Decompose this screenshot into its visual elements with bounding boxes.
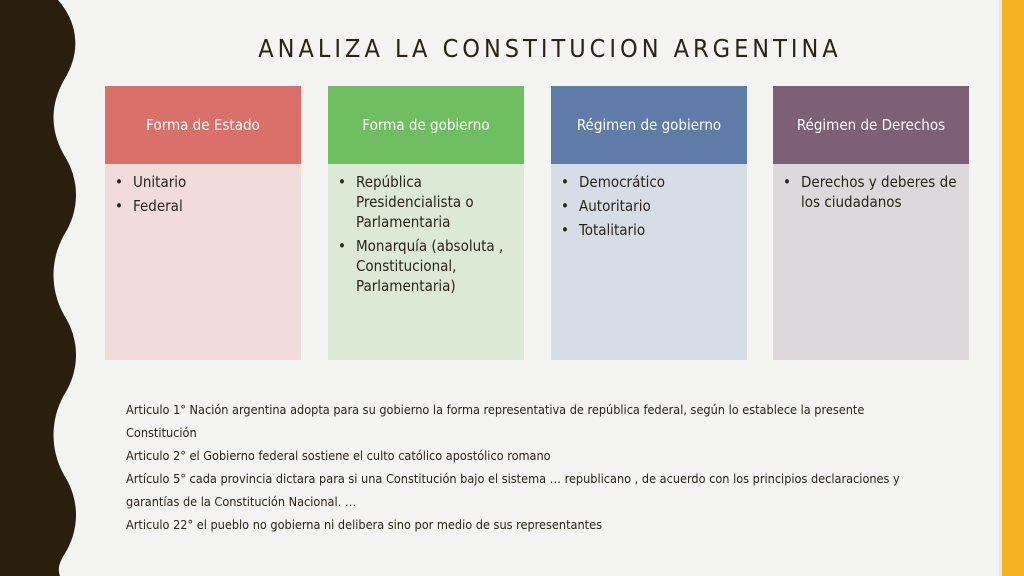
list-item: • Federal: [133, 196, 293, 216]
column-forma-de-gobierno: [328, 86, 524, 360]
list-item: • Monarquía (absoluta , Constitucional, Parlamentaria): [356, 236, 516, 296]
article-paragraph: Articulo 1° Nación argentina adopta para su gobierno la forma representativa de república federal, según lo establece la presente Constitución: [126, 402, 865, 440]
column-list: [781, 172, 961, 212]
column-body: [551, 164, 747, 360]
column-body: [328, 164, 524, 360]
article-paragraph: Articulo 2° el Gobierno federal sostiene el culto católico apostólico romano: [126, 448, 551, 463]
column-list: [336, 172, 516, 296]
wavy-border-decoration: [0, 0, 80, 576]
article-paragraph: Articulo 22° el pueblo no gobierna ni delibera sino por medio de sus representantes: [126, 517, 602, 532]
list-item: • Unitario: [133, 172, 293, 192]
column-body: [105, 164, 301, 360]
column-header-label: Forma de gobierno: [362, 116, 490, 134]
list-item: • Autoritario: [579, 196, 739, 216]
column-header-label: Forma de Estado: [146, 116, 260, 134]
list-item: • Totalitario: [579, 220, 739, 240]
column-regimen-de-derechos: [773, 86, 969, 360]
column-list: [113, 172, 293, 216]
column-header: [773, 86, 969, 164]
list-item: • Derechos y deberes de los ciudadanos: [801, 172, 961, 212]
slide-title: ANALIZA LA CONSTITUCION ARGENTINA: [258, 34, 842, 63]
article-paragraph: Artículo 5° cada provincia dictara para si una Constitución bajo el sistema … republicano , de acuerdo con los principios declaraciones y garantías de la Constitución Nacional. …: [126, 471, 900, 509]
accent-bar: [1002, 0, 1024, 576]
column-body: [773, 164, 969, 360]
column-header-label: Régimen de Derechos: [796, 116, 946, 134]
column-header: [105, 86, 301, 164]
list-item: • República Presidencialista o Parlamentaria: [356, 172, 516, 232]
list-item: • Democrático: [579, 172, 739, 192]
column-list: [559, 172, 739, 240]
column-header: [551, 86, 747, 164]
column-header-label: Régimen de gobierno: [576, 116, 722, 134]
column-regimen-de-gobierno: [551, 86, 747, 360]
articles-text: [126, 398, 916, 536]
column-forma-de-estado: [105, 86, 301, 360]
column-header: [328, 86, 524, 164]
